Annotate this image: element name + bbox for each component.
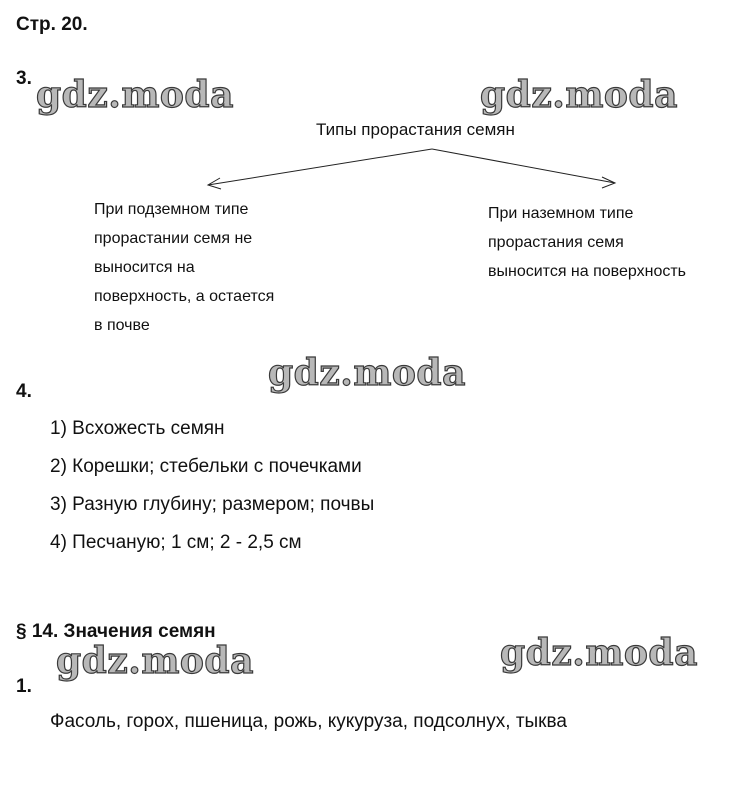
- arrow-right-head: [602, 177, 615, 188]
- watermark: gdz.moda: [500, 632, 698, 674]
- list-item: 1) Всхожесть семян: [50, 418, 225, 439]
- arrow-left: [208, 149, 432, 185]
- aboveground-line: прорастания семя: [488, 234, 624, 251]
- underground-line: прорастании семя не: [94, 230, 253, 247]
- section-heading: § 14. Значения семян: [16, 621, 216, 642]
- watermark: gdz.moda: [480, 74, 678, 116]
- aboveground-line: выносится на поверхность: [488, 263, 687, 280]
- underground-germination-box: [94, 195, 344, 340]
- aboveground-germination-box: [488, 199, 746, 286]
- underground-line: выносится на: [94, 259, 195, 276]
- watermark: gdz.moda: [56, 640, 254, 682]
- task-1-answer: Фасоль, горох, пшеница, рожь, кукуруза, подсолнух, тыква: [50, 711, 567, 732]
- watermark: gdz.moda: [36, 74, 234, 116]
- underground-line: в почве: [94, 317, 150, 334]
- page-heading: Стр. 20.: [16, 14, 88, 35]
- arrow-right: [432, 149, 615, 183]
- list-item: 2) Корешки; стебельки с почечками: [50, 456, 362, 477]
- underground-line: поверхность, а остается: [94, 288, 275, 305]
- task-4-number: 4.: [16, 381, 32, 402]
- diagram-title: Типы прорастания семян: [316, 120, 515, 139]
- list-item: 3) Разную глубину; размером; почвы: [50, 494, 375, 515]
- aboveground-line: При наземном типе: [488, 205, 634, 222]
- list-item: 4) Песчаную; 1 см; 2 - 2,5 см: [50, 532, 302, 553]
- task-1-number: 1.: [16, 676, 32, 697]
- watermark: gdz.moda: [268, 352, 466, 394]
- task-3-number: 3.: [16, 68, 32, 89]
- task-4-answers: [50, 414, 374, 566]
- underground-line: При подземном типе: [94, 201, 249, 218]
